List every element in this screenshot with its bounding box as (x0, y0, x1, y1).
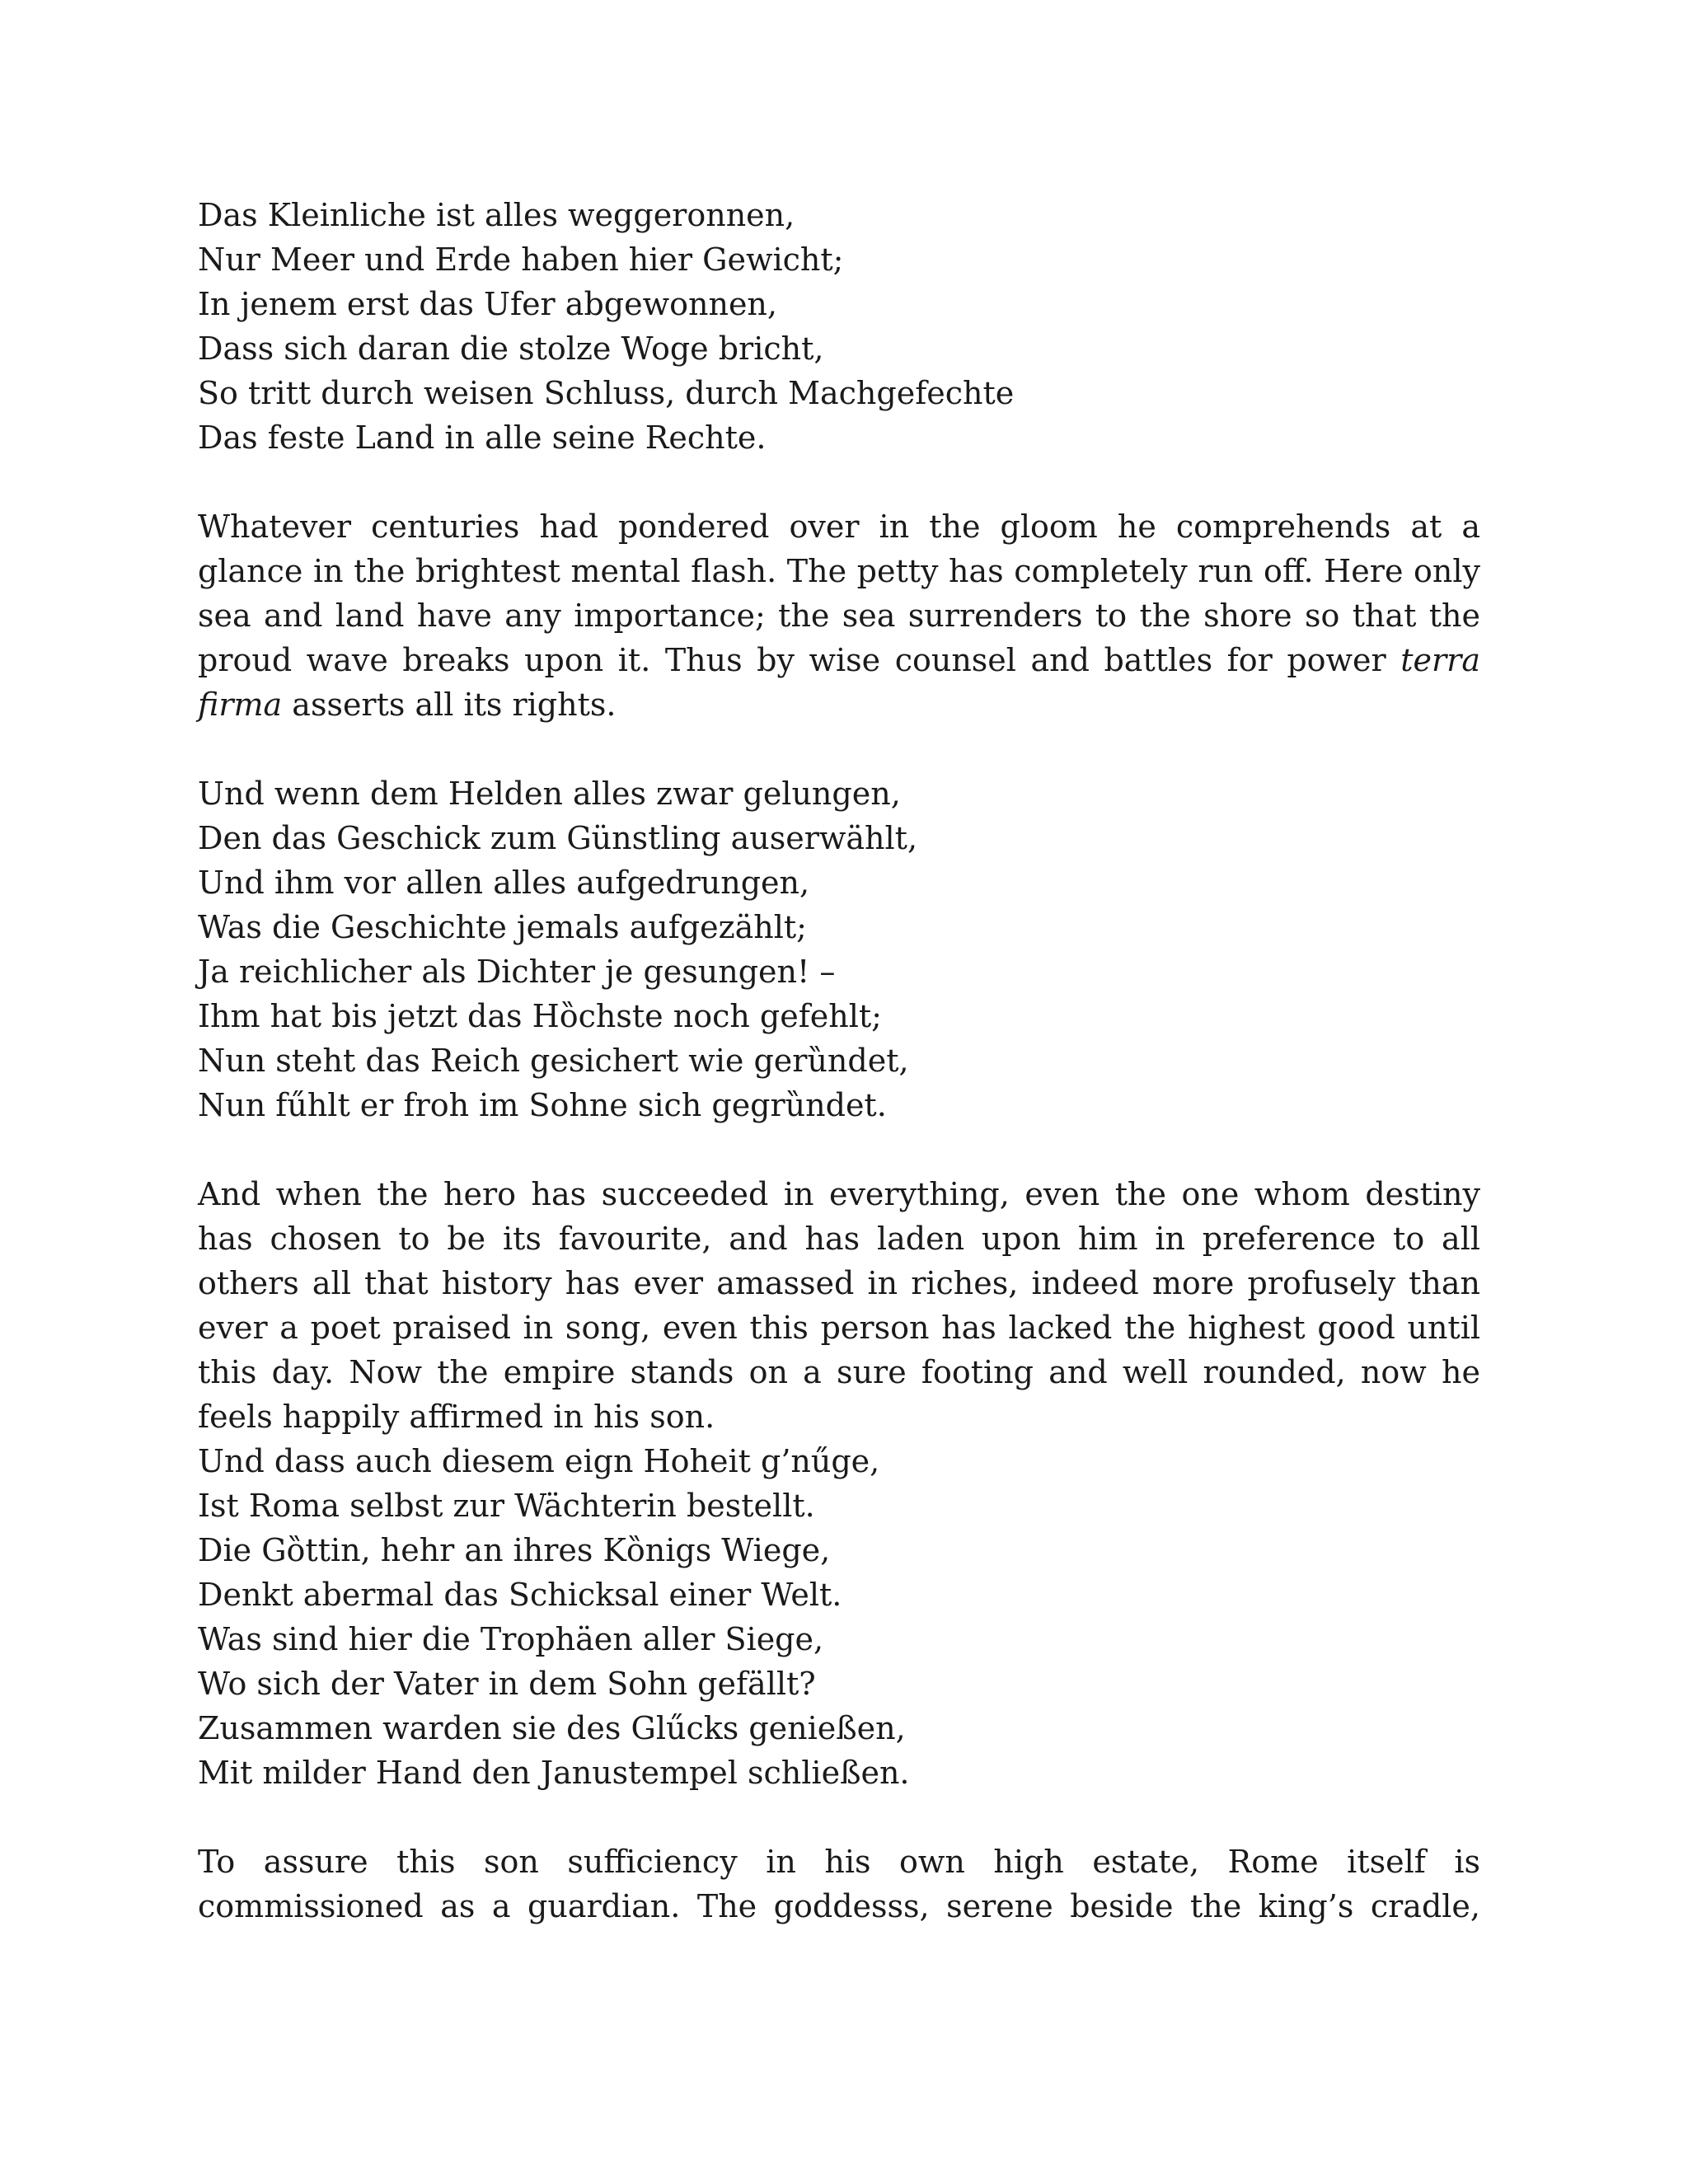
verse-line: Und wenn dem Helden alles zwar gelungen, (198, 776, 901, 812)
verse-line: Und dass auch diesem eign Hoheit g’nűge, (198, 1443, 880, 1479)
verse-line: Ist Roma selbst zur Wächterin bestellt. (198, 1488, 815, 1524)
german-stanza-1 (198, 193, 1484, 460)
verse-line: Nun fűhlt er froh im Sohne sich gegrȕndet. (198, 1087, 887, 1123)
english-translation-3: To assure this son sufficiency in his own high estate, Rome itself is commissioned as a guardian. The goddesss, serene beside the king’s cradle, (198, 1844, 1480, 1924)
german-stanza-3 (198, 1439, 1484, 1795)
verse-line: Das feste Land in alle seine Rechte. (198, 419, 767, 456)
verse-line: Ihm hat bis jetzt das Hȍchste noch gefehlt; (198, 998, 882, 1034)
translation-text: asserts all its rights. (282, 687, 617, 723)
verse-line: Mit milder Hand den Janustempel schließen. (198, 1755, 910, 1791)
verse-line: In jenem erst das Ufer abgewonnen, (198, 286, 777, 322)
english-translation-2: And when the hero has succeeded in everything, even the one whom destiny has chosen to be its favourite, and has laden upon him in preference to all others all that history has ever amassed in riches, indeed more profusely than ever a poet praised in song, even this person has lacked the highest good until this day. Now the empire stands on a sure footing and well rounded, now he feels happily affirmed in his son. (198, 1176, 1480, 1435)
verse-line: Das Kleinliche ist alles weggeronnen, (198, 197, 795, 233)
verse-line: Denkt abermal das Schicksal einer Welt. (198, 1577, 842, 1613)
verse-line: Und ihm vor allen alles aufgedrungen, (198, 865, 810, 901)
verse-line: Nur Meer und Erde haben hier Gewicht; (198, 241, 844, 278)
verse-line: Was sind hier die Trophäen aller Siege, (198, 1621, 824, 1657)
verse-line: Den das Geschick zum Günstling auserwählt, (198, 820, 918, 856)
italic-term: terra firma (198, 642, 1480, 723)
english-translation-1 (198, 504, 1480, 727)
verse-line: Wo sich der Vater in dem Sohn gefällt? (198, 1666, 816, 1702)
verse-line: Dass sich daran die stolze Woge bricht, (198, 330, 824, 367)
verse-line: Ja reichlicher als Dichter je gesungen! – (198, 954, 836, 990)
verse-line: Was die Geschichte jemals aufgezählt; (198, 909, 807, 945)
verse-line: Zusammen warden sie des Glűcks genießen, (198, 1710, 906, 1746)
translation-text: Whatever centuries had pondered over in the gloom he comprehends at a glance in the brightest mental flash. The petty has completely run off. Here only sea and land have any importance; the sea surrenders to the shore so that the proud wave breaks upon it. Thus by wise counsel and battles for power (198, 509, 1480, 678)
verse-line: Die Gȍttin, hehr an ihres Kȍnigs Wiege, (198, 1532, 831, 1568)
german-stanza-2 (198, 771, 1484, 1127)
verse-line: Nun steht das Reich gesichert wie gerȕndet, (198, 1043, 909, 1079)
verse-line: So tritt durch weisen Schluss, durch Machgefechte (198, 375, 1015, 411)
